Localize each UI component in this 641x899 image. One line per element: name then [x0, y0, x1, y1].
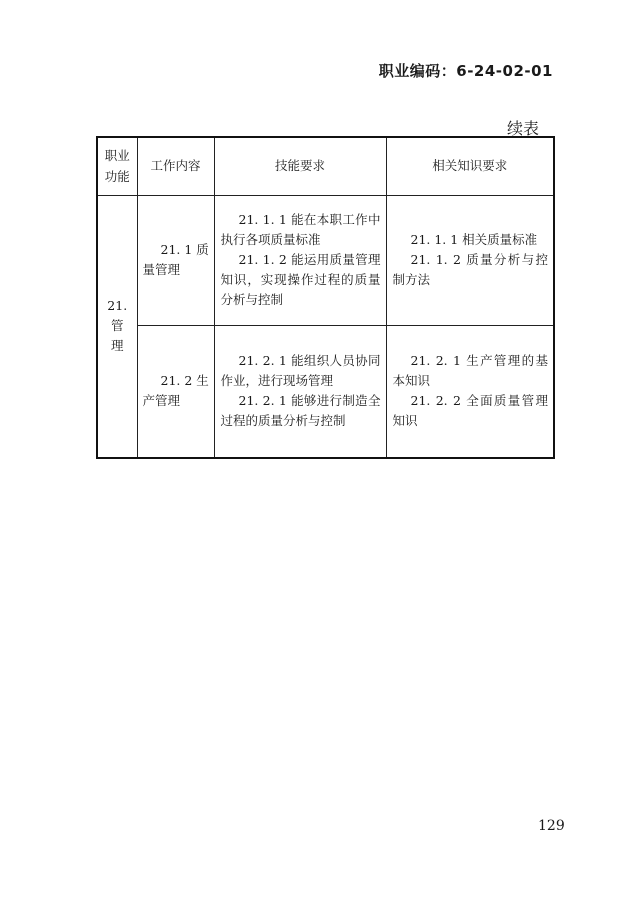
work-content-cell	[137, 325, 214, 458]
knowledge-item: 21. 2. 2 全面质量管理知识	[392, 393, 548, 429]
work-content: 21. 2 生产管理	[142, 373, 209, 409]
knowledge-item: 21. 1. 2 质量分析与控制方法	[392, 252, 548, 287]
knowledge-item: 21. 1. 1 相关质量标准	[410, 232, 538, 247]
function-number: 21.	[107, 298, 128, 314]
skill-cell	[214, 195, 386, 325]
header-knowledge: 相关知识要求	[386, 137, 554, 195]
knowledge-cell	[386, 325, 554, 458]
skill-requirements-table	[96, 136, 555, 459]
occupation-code: 职业编码：6-24-02-01	[378, 62, 553, 80]
skill-item: 21. 2. 1 能组织人员协同作业，进行现场管理	[220, 353, 381, 389]
header-skill: 技能要求	[214, 137, 386, 195]
skill-item: 21. 1. 1 能在本职工作中执行各项质量标准	[220, 212, 381, 247]
skill-item: 21. 2. 1 能够进行制造全过程的质量分析与控制	[220, 393, 381, 429]
header-work: 工作内容	[137, 137, 214, 195]
function-name: 管 理	[110, 318, 124, 354]
page-number: 129	[538, 818, 565, 834]
table-row	[97, 195, 554, 325]
function-cell	[97, 195, 137, 458]
skill-item: 21. 1. 2 能运用质量管理知识，实现操作过程的质量分析与控制	[220, 252, 381, 307]
continued-table-label: 续表	[506, 119, 539, 138]
table-header-row	[97, 137, 554, 195]
work-content-cell	[137, 195, 214, 325]
skill-cell	[214, 325, 386, 458]
work-content: 21. 1 质量管理	[142, 242, 209, 277]
knowledge-cell	[386, 195, 554, 325]
header-function: 职业 功能	[97, 137, 137, 195]
knowledge-item: 21. 2. 1 生产管理的基本知识	[392, 353, 548, 389]
table-row	[97, 325, 554, 458]
